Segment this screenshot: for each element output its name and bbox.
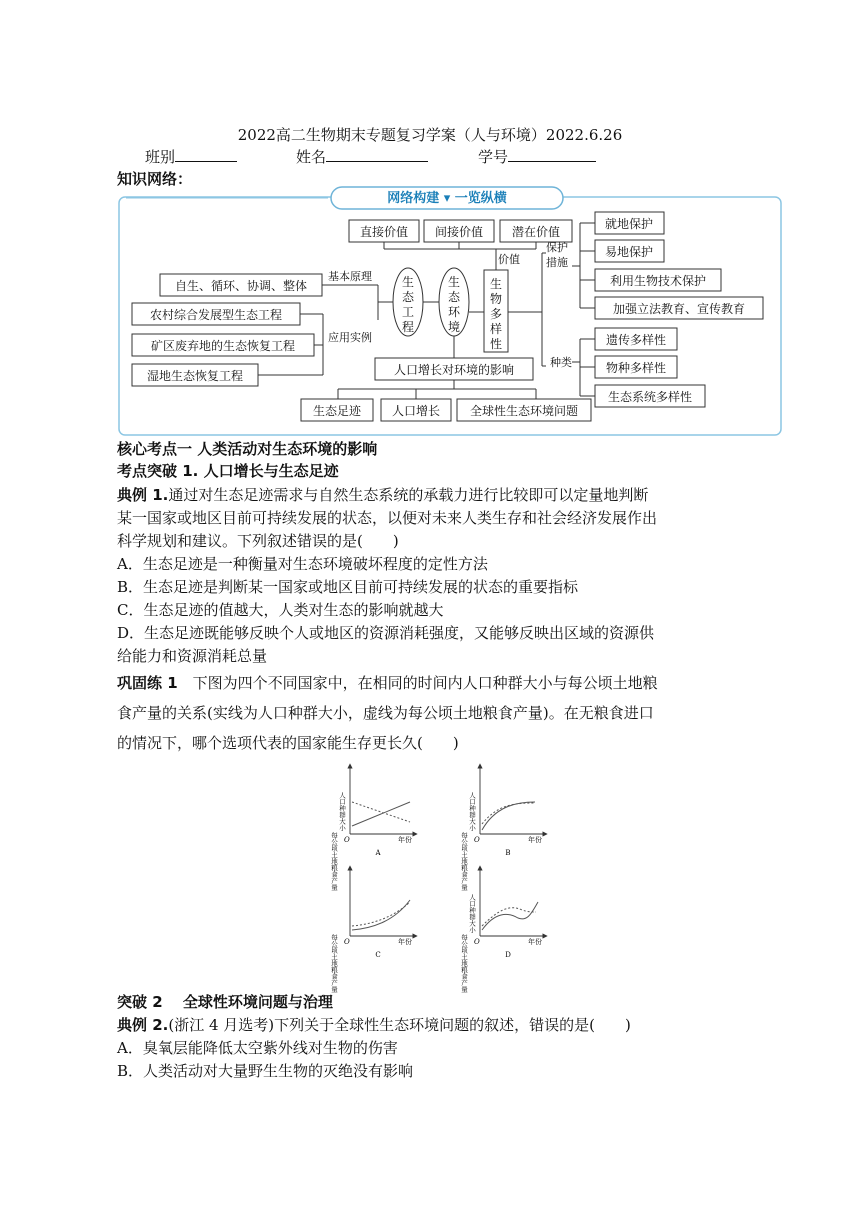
eco-engineering-char-3: 工 <box>401 305 415 319</box>
example-wetland: 湿地生态恢复工程 <box>146 369 244 383</box>
eco-engineering-char-4: 程 <box>401 320 415 334</box>
panel-c <box>330 868 415 993</box>
panel-b-ylabel2: 人口种群大小 <box>468 792 476 831</box>
section2-heading: 突破 2 全球性环境问题与治理 <box>117 993 333 1011</box>
protection-in-situ: 就地保护 <box>604 217 654 231</box>
panel-a-ylabel1: 每公顷土地粮食产量 <box>330 832 338 891</box>
section1-subheading: 考点突破 1. 人口增长与生态足迹 <box>117 462 339 480</box>
panel-a-label: A <box>375 849 381 857</box>
example-mining: 矿区废弃地的生态恢复工程 <box>150 339 296 353</box>
principle-label: 基本原理 <box>328 270 372 283</box>
p1-label: 巩固练 1 <box>117 674 178 692</box>
kind-ecosystem: 生态系统多样性 <box>607 390 693 404</box>
id-field[interactable] <box>478 146 596 167</box>
q2-option-b[interactable]: B．人类活动对大量野生生物的灭绝没有影响 <box>117 1062 414 1080</box>
q1-text-line2: 某一国家或地区目前可持续发展的状态，以便对未来人类生存和社会经济发展作出 <box>117 509 658 527</box>
panel-d-ylabel2: 人口种群大小 <box>468 894 476 933</box>
example-rural: 农村综合发展型生态工程 <box>149 308 283 322</box>
eco-environment-char-3: 环 <box>447 305 461 319</box>
name-field[interactable] <box>296 146 428 167</box>
p1-line1 <box>117 672 658 693</box>
value-label: 价值 <box>498 253 520 266</box>
population-effect: 人口增长对环境的影响 <box>393 363 515 377</box>
value-potential: 潜在价值 <box>511 225 561 239</box>
q2-line1 <box>117 1014 631 1035</box>
panel-b-label: B <box>505 849 511 857</box>
biodiversity-char-1: 生 <box>489 277 503 291</box>
eco-engineering-char-2: 态 <box>401 290 415 304</box>
protection-legislation: 加强立法教育、宣传教育 <box>612 302 746 316</box>
biodiversity-char-4: 样 <box>489 322 503 336</box>
panel-c-food-line <box>352 902 410 926</box>
q1-option-c[interactable]: C．生态足迹的值越大，人类对生态的影响就越大 <box>117 601 444 619</box>
q1-text-line1: 通过对生态足迹需求与自然生态系统的承载力进行比较即可以定量地判断 <box>168 486 649 504</box>
knowledge-network-label: 知识网络： <box>117 170 193 188</box>
panel-a-population-line <box>352 802 410 826</box>
panel-c-origin: O <box>344 938 350 946</box>
biodiversity-box <box>490 276 502 351</box>
bottom-population: 人口增长 <box>391 404 441 418</box>
kind-genetic: 遗传多样性 <box>605 333 667 347</box>
q1-option-b[interactable]: B．生态足迹是判断某一国家或地区目前可持续发展的状态的重要指标 <box>117 578 579 596</box>
protection-biotech: 利用生物技术保护 <box>609 274 707 288</box>
p1-text-line2: 食产量的关系(实线为人口种群大小，虚线为每公顷土地粮食产量)。在无粮食进口 <box>117 704 654 722</box>
class-label: 班别 <box>145 148 176 166</box>
biodiversity-char-5: 性 <box>489 337 503 351</box>
panel-a-ylabel2: 人口种群大小 <box>338 792 346 831</box>
q2-text: (浙江 4 月选考)下列关于全球性生态环境问题的叙述，错误的是( ) <box>168 1016 631 1034</box>
panel-b-ylabel1: 每公顷土地粮食产量 <box>460 832 468 891</box>
panel-c-population-line <box>352 900 410 930</box>
panel-a-food-line <box>352 802 410 822</box>
panel-b-population-line <box>482 802 535 830</box>
kind-species: 物种多样性 <box>605 361 667 375</box>
value-indirect: 间接价值 <box>434 225 484 239</box>
class-blank[interactable] <box>175 147 237 162</box>
population-food-figure <box>330 762 542 993</box>
eco-environment-char-1: 生 <box>447 275 461 289</box>
eco-environment-oval <box>448 274 461 334</box>
panel-b-xlabel: 年份 <box>528 836 542 844</box>
class-field[interactable] <box>145 146 237 167</box>
eco-engineering-char-1: 生 <box>401 275 415 289</box>
panel-d-label: D <box>505 951 511 959</box>
protection-label-line2: 措施 <box>546 256 568 269</box>
eco-environment-char-2: 态 <box>447 290 461 304</box>
eco-engineering-oval <box>402 274 415 334</box>
bottom-footprint: 生态足迹 <box>312 404 362 418</box>
panel-c-ylabel1: 每公顷土地粮食产量 <box>330 934 338 993</box>
panel-d-ylabel1: 每公顷土地粮食产量 <box>460 934 468 993</box>
q1-line1 <box>117 484 648 505</box>
page-title: 2022高二生物期末专题复习学案（人与环境）2022.6.26 <box>237 126 623 144</box>
banner-text: 网络构建 ▾ 一览纵横 <box>387 191 507 206</box>
panel-d <box>460 868 545 993</box>
id-label: 学号 <box>478 148 509 166</box>
principle-text: 自生、循环、协调、整体 <box>174 279 308 293</box>
q1-option-d[interactable]: D．生态足迹既能够反映个人或地区的资源消耗强度，又能够反映出区域的资源供 <box>117 624 655 642</box>
panel-a-origin: O <box>344 836 350 844</box>
panel-b <box>460 766 545 891</box>
panel-c-xlabel: 年份 <box>398 938 412 946</box>
q1-text-line3: 科学规划和建议。下列叙述错误的是( ) <box>117 532 399 550</box>
q1-option-a[interactable]: A．生态足迹是一种衡量对生态环境破坏程度的定性方法 <box>117 555 488 573</box>
biodiversity-char-2: 物 <box>489 292 503 306</box>
q1-option-d-cont: 给能力和资源消耗总量 <box>117 647 268 665</box>
q2-option-a[interactable]: A．臭氧层能降低太空紫外线对生物的伤害 <box>117 1039 398 1057</box>
value-direct: 直接价值 <box>359 225 409 239</box>
name-blank[interactable] <box>326 147 428 162</box>
p1-text-line3: 的情况下，哪个选项代表的国家能生存更长久( ) <box>117 734 459 752</box>
q2-label: 典例 2. <box>117 1016 169 1034</box>
panel-d-population-line <box>482 902 538 930</box>
panel-a-xlabel: 年份 <box>398 836 412 844</box>
section1-heading: 核心考点一 人类活动对生态环境的影响 <box>117 440 378 458</box>
id-blank[interactable] <box>508 147 596 162</box>
panel-b-origin: O <box>474 836 480 844</box>
panel-d-xlabel: 年份 <box>528 938 542 946</box>
panel-c-label: C <box>375 951 381 959</box>
bottom-global-issues: 全球性生态环境问题 <box>469 404 579 418</box>
eco-environment-char-4: 境 <box>447 320 461 334</box>
knowledge-network-diagram <box>118 191 782 436</box>
q1-label: 典例 1. <box>117 486 169 504</box>
protection-ex-situ: 易地保护 <box>604 245 654 259</box>
panel-d-origin: O <box>474 938 480 946</box>
kind-label: 种类 <box>550 356 572 369</box>
panel-a <box>330 766 415 891</box>
name-label: 姓名 <box>296 148 327 166</box>
p1-text-line1: 下图为四个不同国家中，在相同的时间内人口种群大小与每公顷土地粮 <box>177 674 658 692</box>
biodiversity-char-3: 多 <box>489 307 503 321</box>
protection-label-line1: 保护 <box>546 241 568 254</box>
examples-label: 应用实例 <box>328 331 372 344</box>
